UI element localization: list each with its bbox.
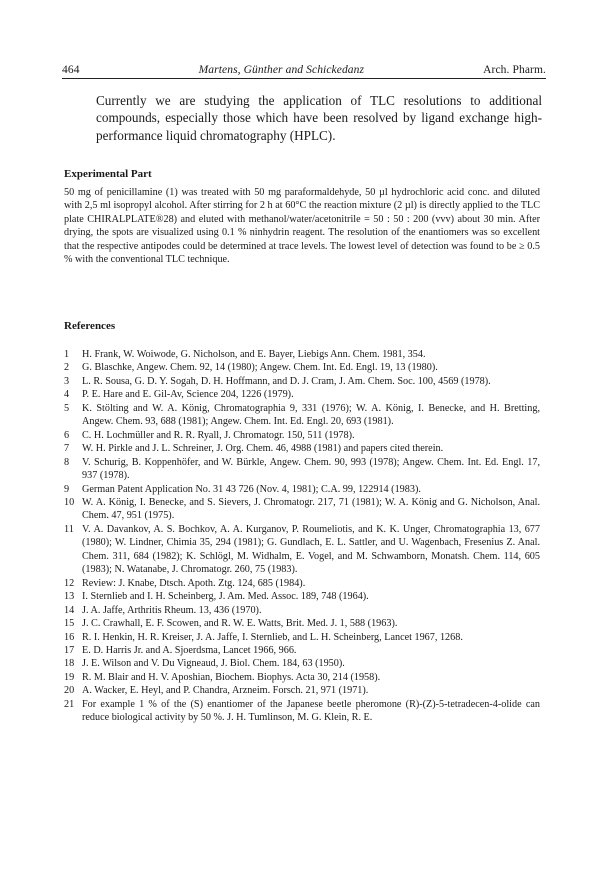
reference-number: 7 (64, 443, 70, 455)
reference-item (64, 577, 540, 590)
reference-number: 11 (64, 523, 74, 535)
intro-paragraph: Currently we are studying the application of TLC resolutions to additional compounds, especially those which have been resolved by ligand exchange high-performance liquid chromatography (HPLC). (96, 93, 542, 143)
reference-item (64, 631, 540, 644)
reference-number: 5 (64, 402, 70, 414)
reference-item (64, 698, 540, 725)
experimental-heading: Experimental Part (64, 168, 152, 180)
reference-item (64, 361, 540, 374)
reference-text: V. Schurig, B. Koppenhöfer, and W. Bürkle, Angew. Chem. 90, 993 (1978); Angew. Chem. Int. Ed. Engl. 17, 937 (1978). (82, 456, 540, 482)
reference-item (64, 442, 540, 455)
reference-number: 2 (64, 362, 70, 374)
reference-number: 13 (64, 591, 75, 603)
reference-number: 10 (64, 496, 75, 508)
reference-item (64, 375, 540, 388)
reference-text: Review: J. Knabe, Dtsch. Apoth. Ztg. 124, 685 (1984). (82, 577, 306, 589)
reference-text: E. D. Harris Jr. and A. Sjoerdsma, Lancet 1966, 966. (82, 644, 297, 656)
reference-text: J. C. Crawhall, E. F. Scowen, and R. W. E. Watts, Brit. Med. J. 1, 588 (1963). (82, 618, 398, 630)
reference-item (64, 523, 540, 577)
reference-item (64, 684, 540, 697)
reference-text: W. H. Pirkle and J. L. Schreiner, J. Org. Chem. 46, 4988 (1981) and papers cited therein. (82, 443, 444, 455)
reference-item (64, 456, 540, 483)
reference-item (64, 429, 540, 442)
reference-item (64, 388, 540, 401)
reference-number: 19 (64, 671, 75, 683)
reference-text: J. A. Jaffe, Arthritis Rheum. 13, 436 (1970). (82, 604, 262, 616)
reference-number: 3 (64, 375, 70, 387)
reference-text: P. E. Hare and E. Gil-Av, Science 204, 1226 (1979). (82, 389, 294, 401)
reference-item (64, 657, 540, 670)
reference-item (64, 604, 540, 617)
reference-text: J. E. Wilson and V. Du Vigneaud, J. Biol. Chem. 184, 63 (1950). (82, 658, 345, 670)
reference-item (64, 402, 540, 429)
page-number: 464 (62, 64, 80, 76)
header-rule (62, 78, 546, 79)
running-head (62, 60, 546, 76)
reference-item (64, 644, 540, 657)
reference-text: R. M. Blair and H. V. Aposhian, Biochem. Biophys. Acta 30, 214 (1958). (82, 671, 381, 683)
reference-item (64, 671, 540, 684)
reference-number: 21 (64, 698, 75, 710)
reference-item (64, 496, 540, 523)
reference-number: 8 (64, 456, 70, 468)
reference-number: 16 (64, 631, 75, 643)
reference-number: 6 (64, 429, 70, 441)
reference-text: K. Stölting and W. A. König, Chromatographia 9, 331 (1976); W. A. König, I. Benecke, and H. Bretting, Angew. Chem. 93, 688 (1981); Angew. Chem. Int. Ed. Engl. 20, 693 (1981). (82, 402, 540, 428)
reference-number: 18 (64, 658, 75, 670)
reference-number: 9 (64, 483, 70, 495)
reference-text: German Patent Application No. 31 43 726 (Nov. 4, 1981); C.A. 99, 122914 (1983). (82, 483, 421, 495)
reference-number: 20 (64, 685, 75, 697)
journal-name: Arch. Pharm. (483, 64, 546, 76)
reference-item (64, 483, 540, 496)
running-head-authors: Martens, Günther and Schickedanz (198, 64, 365, 76)
reference-text: V. A. Davankov, A. S. Bochkov, A. A. Kurganov, P. Roumeliotis, and K. K. Unger, Chromatographia 13, 677 (1980); W. Lindner, Chimia 35, 294 (1981); G. Gundlach, E. L. Sattler, and U. Wagenbach, Fresenius Z. Anal. Chem. 311, 684 (1982); K. Schlögl, M. Widhalm, E. Vogel, and M. Schwamborn, Monatsh. Chem. 114, 605 (1983); N. Watanabe, J. Chromatogr. 260, 75 (1983). (82, 523, 540, 576)
reference-number: 12 (64, 577, 75, 589)
references-heading: References (64, 320, 116, 332)
reference-number: 4 (64, 389, 70, 401)
experimental-body: 50 mg of penicillamine (1) was treated with 50 mg paraformaldehyde, 50 µl hydrochloric acid conc. and diluted with 2,5 ml isopropyl alcohol. After stirring for 2 h at 60°C the reaction mixture (2 µl) is directly applied to the TLC plate CHIRALPLATE®28) and eluted with methanol/water/acetonitrile = 50 : 50 : 200 (vvv) about 30 min. After drying, the spots are visualized using 0.1 % ninhydrin reagent. The resolution of the enantiomers was so excellent that the respective antipodes could be determined at trace levels. The lowest level of detection was found to be ≥ 0.5 % with the conventional TLC technique. (64, 187, 540, 266)
reference-text: L. R. Sousa, G. D. Y. Sogah, D. H. Hoffmann, and D. J. Cram, J. Am. Chem. Soc. 100, 4569 (1978). (82, 375, 491, 387)
reference-number: 14 (64, 604, 75, 616)
reference-number: 17 (64, 644, 75, 656)
reference-text: H. Frank, W. Woiwode, G. Nicholson, and E. Bayer, Liebigs Ann. Chem. 1981, 354. (82, 349, 426, 360)
reference-item (64, 590, 540, 603)
reference-text: For example 1 % of the (S) enantiomer of the Japanese beetle pheromone (R)-(Z)-5-tetradecen-4-olide can reduce biological activity by 50 %. J. H. Tumlinson, M. G. Klein, R. E. (82, 698, 540, 724)
reference-item (64, 348, 540, 361)
reference-number: 1 (64, 349, 70, 360)
reference-list (64, 348, 540, 725)
reference-text: G. Blaschke, Angew. Chem. 92, 14 (1980); Angew. Chem. Int. Ed. Engl. 19, 13 (1980). (82, 362, 438, 374)
reference-text: I. Sternlieb and I. H. Scheinberg, J. Am. Med. Assoc. 189, 748 (1964). (82, 591, 369, 603)
reference-text: R. I. Henkin, H. R. Kreiser, J. A. Jaffe, I. Sternlieb, and L. H. Scheinberg, Lancet 1967, 1268. (82, 631, 463, 643)
reference-item (64, 617, 540, 630)
reference-text: C. H. Lochmüller and R. R. Ryall, J. Chromatogr. 150, 511 (1978). (82, 429, 355, 441)
reference-number: 15 (64, 618, 75, 630)
reference-text: W. A. König, I. Benecke, and S. Sievers, J. Chromatogr. 217, 71 (1981); W. A. König and G. Nicholson, Anal. Chem. 47, 951 (1975). (82, 496, 540, 522)
reference-text: A. Wacker, E. Heyl, and P. Chandra, Arzneim. Forsch. 21, 971 (1971). (82, 685, 369, 697)
